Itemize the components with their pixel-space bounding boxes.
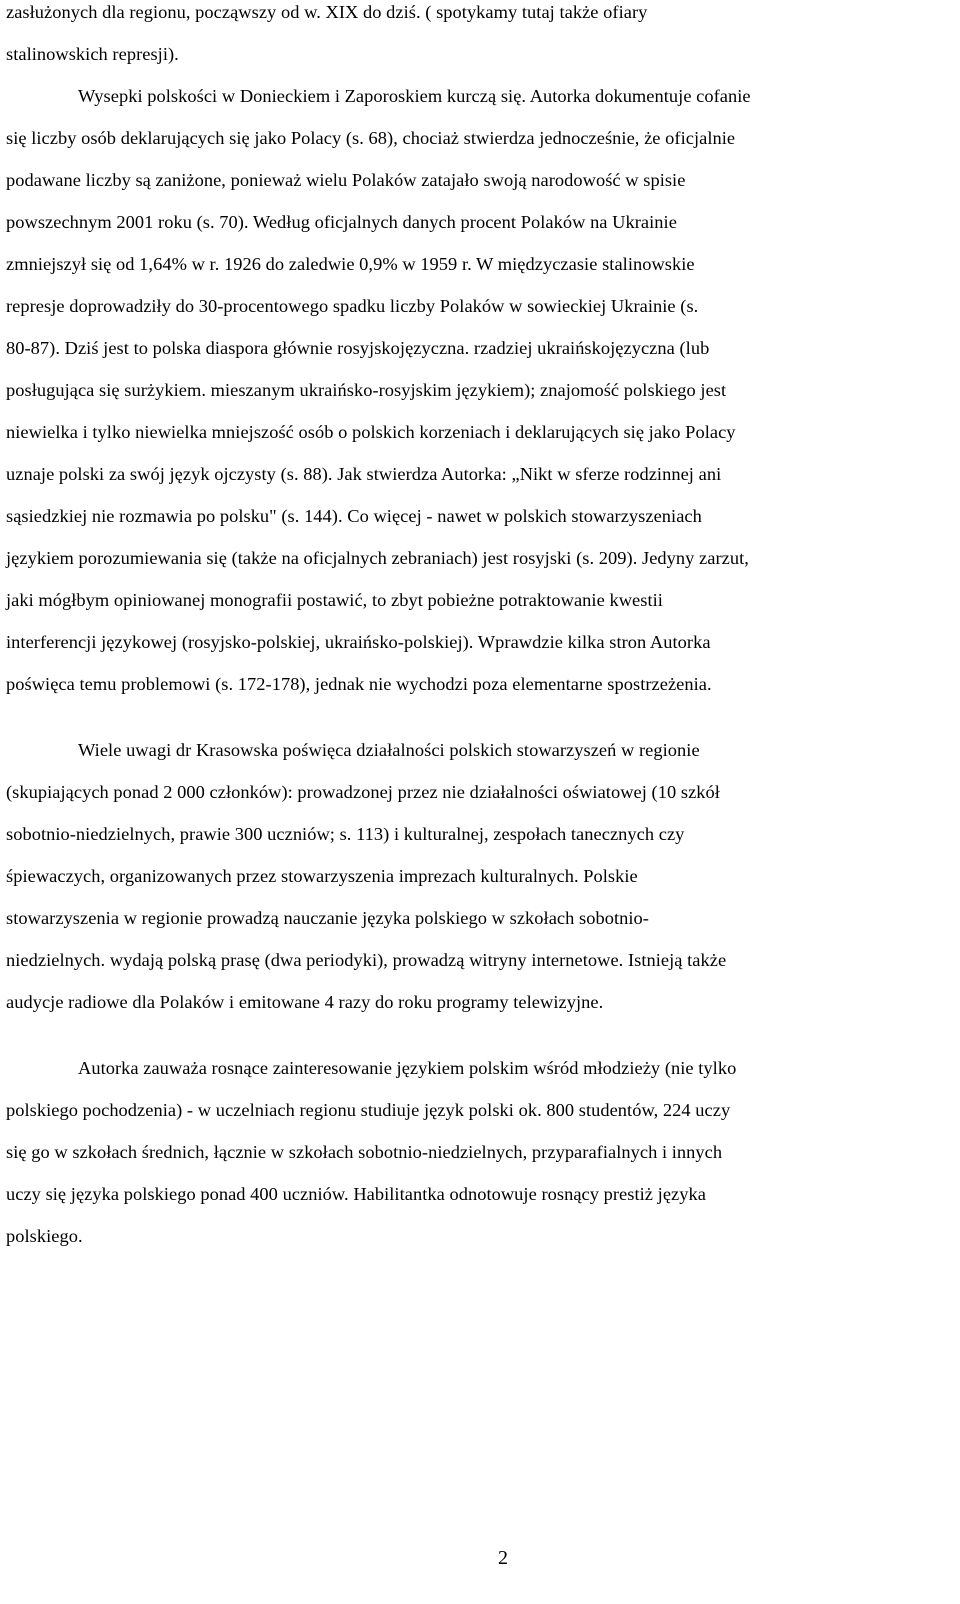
text-line: 80-87). Dziś jest to polska diaspora głównie rosyjskojęzyczna. rzadziej ukraińskojęzyczna (lub — [6, 338, 710, 358]
text-line: stalinowskich represji). — [6, 44, 179, 64]
text-line: polskiego. — [6, 1226, 83, 1246]
text-line: polskiego pochodzenia) - w uczelniach regionu studiuje język polski ok. 800 studentów, 224 uczy — [6, 1100, 731, 1120]
text-line: stowarzyszenia w regionie prowadzą nauczanie języka polskiego w szkołach sobotnio- — [6, 908, 649, 928]
text-line: interferencji językowej (rosyjsko-polskiej, ukraińsko-polskiej). Wprawdzie kilka stron Autorka — [6, 632, 711, 652]
text-line: niewielka i tylko niewielka mniejszość osób o polskich korzeniach i deklarujących się jako Polacy — [6, 422, 736, 442]
text-line: się go w szkołach średnich, łącznie w szkołach sobotnio-niedzielnych, przyparafialnych i innych — [6, 1142, 723, 1162]
text-line: niedzielnych. wydają polską prasę (dwa periodyki), prowadzą witryny internetowe. Istnieją także — [6, 950, 727, 970]
text-line: (skupiających ponad 2 000 członków): prowadzonej przez nie działalności oświatowej (10 szkół — [6, 782, 720, 802]
text-line: represje doprowadziły do 30-procentowego spadku liczby Polaków w sowieckiej Ukrainie (s. — [6, 296, 699, 316]
text-line: podawane liczby są zaniżone, ponieważ wielu Polaków zatajało swoją narodowość w spisie — [6, 170, 686, 190]
text-line: językiem porozumiewania się (także na oficjalnych zebraniach) jest rosyjski (s. 209). Jedyny zarzut, — [6, 548, 749, 568]
text-line: Autorka zauważa rosnące zainteresowanie językiem polskim wśród młodzieży (nie tylko — [78, 1058, 737, 1078]
text-line: posługująca się surżykiem. mieszanym ukraińsko-rosyjskim językiem); znajomość polskiego jest — [6, 380, 727, 400]
text-line: się liczby osób deklarujących się jako Polacy (s. 68), chociaż stwierdza jednocześnie, że oficjalnie — [6, 128, 736, 148]
text-line: poświęca temu problemowi (s. 172-178), jednak nie wychodzi poza elementarne spostrzeżenia. — [6, 674, 712, 694]
text-line: Wysepki polskości w Donieckiem i Zaporoskiem kurczą się. Autorka dokumentuje cofanie — [78, 86, 751, 106]
text-line: Wiele uwagi dr Krasowska poświęca działalności polskich stowarzyszeń w regionie — [78, 740, 700, 760]
text-line: audycje radiowe dla Polaków i emitowane 4 razy do roku programy telewizyjne. — [6, 992, 604, 1012]
text-line: uczy się języka polskiego ponad 400 uczniów. Habilitantka odnotowuje rosnący prestiż języka — [6, 1184, 706, 1204]
page-number: 2 — [498, 1547, 509, 1569]
text-line: sąsiedzkiej nie rozmawia po polsku" (s. 144). Co więcej - nawet w polskich stowarzyszeniach — [6, 506, 702, 526]
text-line: śpiewaczych, organizowanych przez stowarzyszenia imprezach kulturalnych. Polskie — [6, 866, 638, 886]
text-line: zasłużonych dla regionu, począwszy od w. XIX do dziś. ( spotykamy tutaj także ofiary — [6, 2, 648, 22]
text-line: zmniejszył się od 1,64% w r. 1926 do zaledwie 0,9% w 1959 r. W międzyczasie stalinowskie — [6, 254, 695, 274]
text-line: sobotnio-niedzielnych, prawie 300 uczniów; s. 113) i kulturalnej, zespołach tanecznych czy — [6, 824, 685, 844]
text-line: powszechnym 2001 roku (s. 70). Według oficjalnych danych procent Polaków na Ukrainie — [6, 212, 677, 232]
text-line: jaki mógłbym opiniowanej monografii postawić, to zbyt pobieżne potraktowanie kwestii — [6, 590, 663, 610]
text-line: uznaje polski za swój język ojczysty (s. 88). Jak stwierdza Autorka: „Nikt w sferze rodzinnej ani — [6, 464, 722, 484]
